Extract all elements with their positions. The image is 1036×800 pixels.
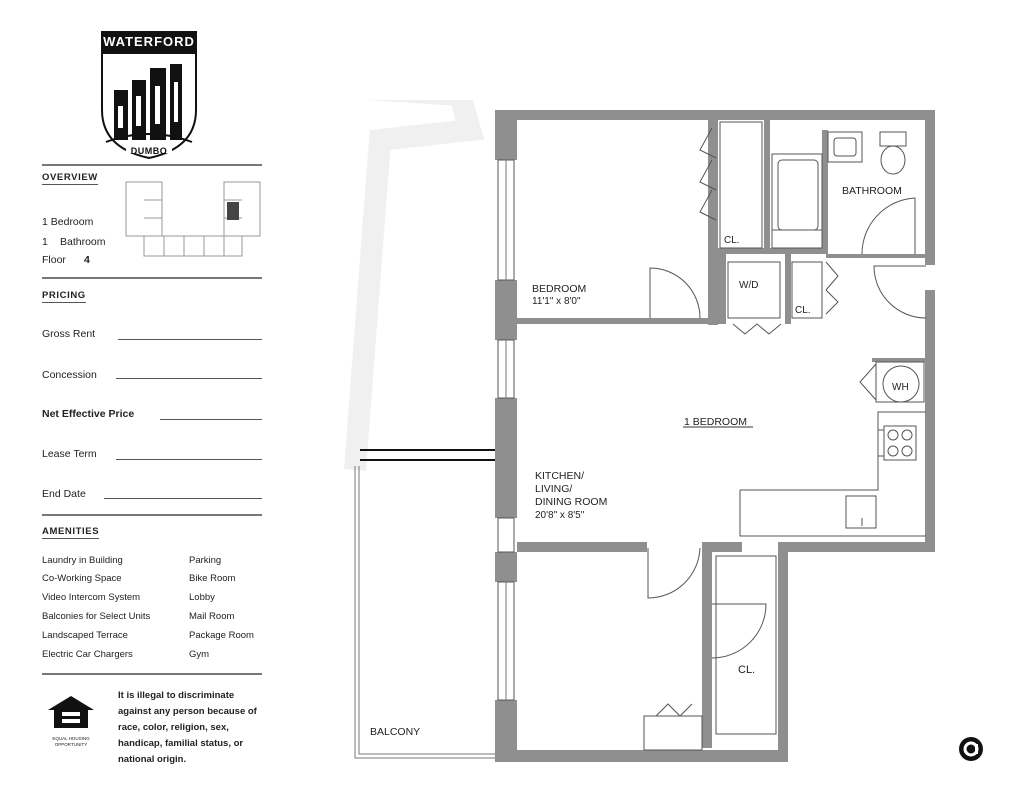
lease-term-label: Lease Term (42, 448, 97, 460)
concession-line (116, 378, 262, 379)
amenity-item: Electric Car Chargers (42, 649, 133, 660)
unit-title: 1 BEDROOM (684, 416, 748, 428)
end-date-label: End Date (42, 488, 86, 500)
legal-notice: It is illegal to discriminate against any person because of race, color, religion, sex, handicap, familial status, or national origin. (118, 690, 257, 765)
end-date-line (104, 498, 262, 499)
bedroom-label: BEDROOM (532, 283, 587, 295)
closet-label: CL. (795, 305, 811, 316)
kitchen-label: DINING ROOM (535, 496, 608, 508)
amenity-item: Package Room (189, 630, 254, 641)
lease-term-line (116, 459, 262, 460)
amenity-item: Lobby (189, 592, 215, 603)
bedroom-count: 1 Bedroom (42, 216, 94, 228)
amenity-item: Video Intercom System (42, 592, 141, 603)
brand-mark-icon (958, 736, 984, 762)
amenity-item: Bike Room (189, 573, 236, 584)
gross-rent-label: Gross Rent (42, 328, 96, 340)
water-heater-label: WH (892, 382, 909, 393)
amenity-item: Mail Room (189, 611, 235, 622)
washer-dryer-label: W/D (739, 280, 759, 291)
key-plan (124, 180, 262, 258)
kitchen-label: KITCHEN/ (535, 470, 585, 482)
divider (42, 514, 262, 516)
net-effective-label: Net Effective Price (42, 408, 135, 420)
floor-value: 4 (84, 254, 90, 266)
gross-rent-line (118, 339, 262, 340)
equal-housing-icon (46, 694, 96, 730)
pricing-heading: PRICING (42, 290, 86, 301)
closet-label: CL. (738, 664, 756, 676)
kitchen-label: LIVING/ (535, 483, 573, 495)
closet-label: CL. (724, 235, 740, 246)
amenity-item: Gym (189, 649, 210, 660)
concession-label: Concession (42, 369, 97, 381)
bedroom-dims: 11'1" x 8'0" (532, 296, 581, 307)
floor-plan (300, 100, 960, 770)
divider (42, 277, 262, 279)
amenities-heading: AMENITIES (42, 526, 100, 537)
amenity-item: Laundry in Building (42, 555, 123, 566)
balcony-label: BALCONY (370, 726, 421, 738)
equal-housing-text: EQUAL HOUSING OPPORTUNITY (52, 736, 90, 747)
amenity-item: Co-Working Space (42, 573, 122, 584)
amenity-item: Landscaped Terrace (42, 630, 128, 641)
amenity-item: Parking (189, 555, 222, 566)
bathroom-count: 1 (42, 236, 48, 248)
floor-label: Floor (42, 254, 66, 266)
bathroom-label: Bathroom (60, 236, 106, 248)
overview-heading: OVERVIEW (42, 172, 98, 183)
divider (42, 164, 262, 166)
bathroom-label: BATHROOM (842, 185, 902, 197)
brand-name: WATERFORD (103, 34, 195, 49)
kitchen-dims: 20'8" x 8'5" (535, 510, 585, 521)
net-effective-line (160, 419, 262, 420)
amenity-item: Balconies for Select Units (42, 611, 151, 622)
waterford-logo (100, 30, 198, 160)
divider (42, 673, 262, 675)
brand-location: DUMBO (130, 146, 168, 156)
